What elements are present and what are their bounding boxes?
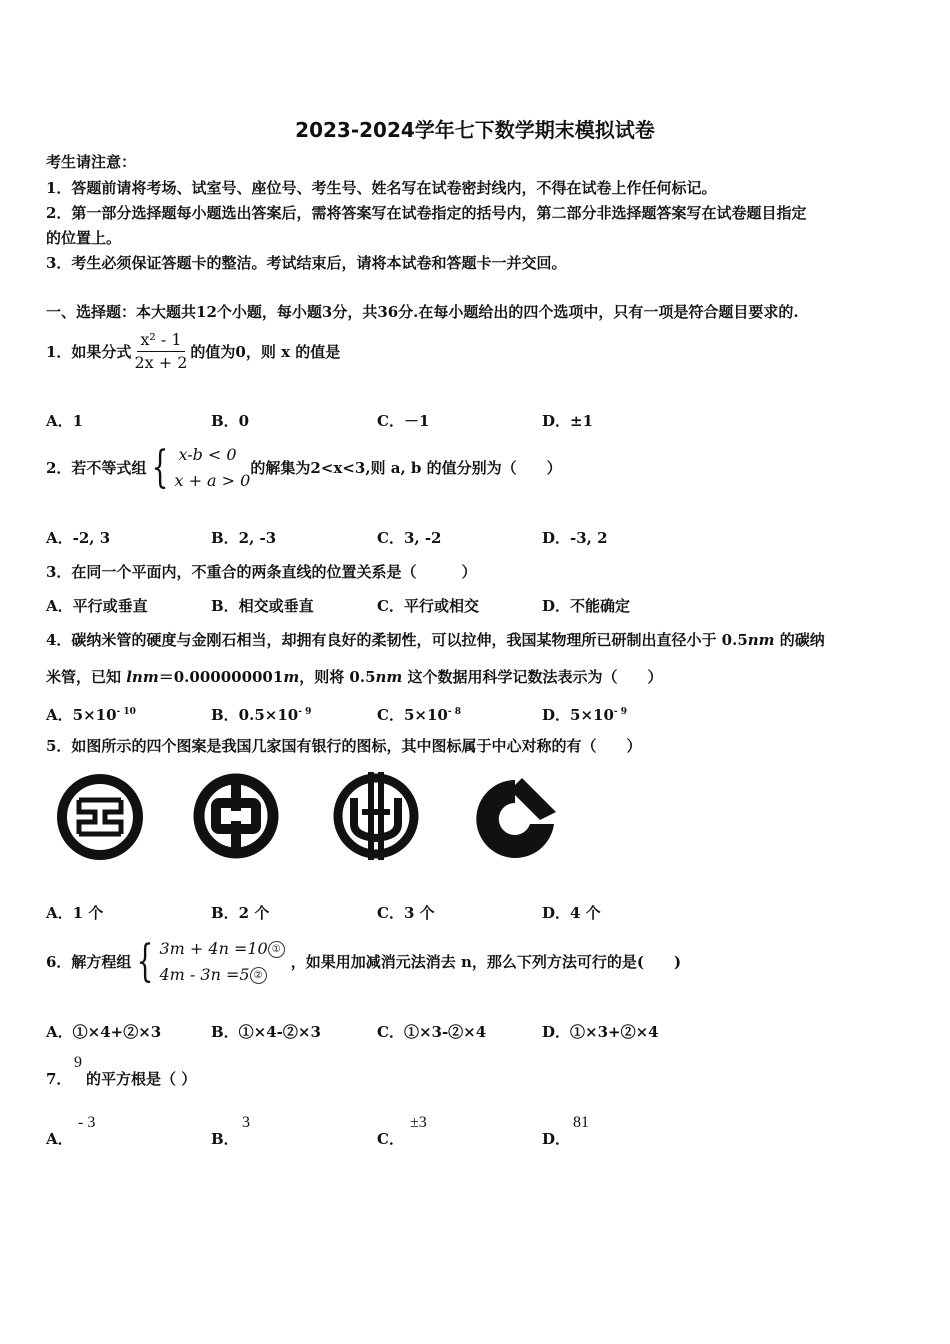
q7-radicand: 9: [74, 1054, 82, 1071]
q6-option-a: A．①×4+②×3: [46, 1023, 162, 1041]
section-heading: 一、选择题：本大题共12个小题，每小题3分，共36分.在每小题给出的四个选项中，只有一项是符合题目要求的.: [46, 303, 799, 321]
q4-option-d: D．$5\times 10^{- 9}$: [542, 706, 628, 724]
q3-option-b: B．相交或垂直: [211, 597, 314, 615]
notice-item-2-cont: 的位置上。: [46, 229, 122, 247]
q4-text-4: ，则将 0.5: [299, 668, 376, 686]
q5-option-b: B．2 个: [211, 904, 270, 922]
q7-option-d-label: D．: [542, 1130, 571, 1148]
bank-logo-ccb-icon: [470, 774, 560, 864]
q6-mark-1: ①: [268, 941, 285, 958]
q4-option-a: A．$5\times 10^{- 10}$: [46, 706, 136, 724]
q2-suffix: 的解集为2<x<3,则 a, b 的值分别为（ ）: [250, 459, 562, 477]
q6-option-d: D．①×3+②×4: [542, 1023, 659, 1041]
q4-option-b: B．$0.5\times 10^{- 9}$: [211, 706, 312, 724]
q6-equation-system: [131, 936, 284, 988]
question-5: 5．如图所示的四个图案是我国几家国有银行的图标，其中图标属于中心对称的有（ ）: [46, 737, 642, 755]
q6-brace: {: [137, 936, 154, 987]
notice-item-2: 2．第一部分选择题每小题选出答案后，需将答案写在试卷指定的括号内，第二部分非选择题答案写在试卷题目指定: [46, 204, 807, 222]
notice-item-1: 1．答题前请将考场、试室号、座位号、考生号、姓名写在试卷密封线内，不得在试卷上作任何标记。: [46, 179, 717, 197]
q5-option-a: A．1 个: [46, 904, 104, 922]
q4-unit-lnm: lnm: [126, 668, 159, 686]
q7-option-a-label: A．: [46, 1130, 73, 1148]
q7-suffix: 的平方根是（ ）: [86, 1070, 197, 1088]
q2-line-2: x + a > 0: [174, 471, 251, 490]
bank-logo-boc-icon: [190, 770, 282, 862]
q4-text-5: 这个数据用科学记数法表示为（ ）: [402, 668, 663, 686]
question-3: 3．在同一个平面内，不重合的两条直线的位置关系是（ ）: [46, 563, 477, 581]
q6-mark-2: ②: [250, 967, 267, 984]
notice-heading: 考生请注意：: [46, 153, 137, 171]
q2-brace: {: [152, 442, 169, 493]
q6-option-c: C．①×3-②×4: [377, 1023, 487, 1041]
q2-prefix: 2．若不等式组: [46, 459, 147, 477]
q7-option-c-value: ±3: [410, 1114, 427, 1131]
q3-option-d: D．不能确定: [542, 597, 631, 615]
question-6: [46, 936, 681, 988]
q2-inequality-system: [146, 442, 250, 494]
q4-option-c: C．$5\times 10^{- 8}$: [377, 706, 461, 724]
question-4-line-2: [46, 667, 663, 687]
q1-option-a: A．1: [46, 412, 84, 430]
q2-option-d: D．-3, 2: [542, 529, 608, 547]
q7-option-b-label: B．: [211, 1130, 239, 1148]
q1-denominator: 2x + 2: [134, 353, 188, 372]
q1-option-b: B．0: [211, 412, 250, 430]
bank-logo-icbc-icon: [55, 772, 145, 862]
q6-prefix: 6．解方程组: [46, 953, 132, 971]
q7-option-b-value: 3: [242, 1114, 250, 1131]
q6-option-b: B．①×4-②×3: [211, 1023, 321, 1041]
question-1: [46, 330, 340, 373]
page-title: 2023-2024学年七下数学期末模拟试卷: [295, 118, 655, 142]
q3-option-c: C．平行或相交: [377, 597, 479, 615]
q4-text-1: 4．碳纳米管的硬度与金刚石相当，却拥有良好的柔韧性，可以拉伸，我国某物理所已研制出直径小于 0.5: [46, 631, 748, 649]
q1-numerator: x² - 1: [137, 330, 184, 352]
q1-option-c: C．－1: [377, 412, 430, 430]
q6-line-2: 4m - 3n =5 ②: [159, 962, 284, 988]
q6-suffix: ，如果用加减消元法消去 n，那么下列方法可行的是( ): [290, 953, 682, 971]
q1-option-d: D．±1: [542, 412, 594, 430]
bank-logo-abc-icon: [332, 768, 420, 860]
q2-line-1: x-b < 0: [178, 445, 237, 464]
q7-option-a-value: - 3: [78, 1114, 96, 1131]
question-4-line-1: [46, 630, 825, 650]
q4-value: ＝0.000000001: [158, 668, 284, 686]
notice-item-3: 3．考生必须保证答题卡的整洁。考试结束后，请将本试卷和答题卡一并交回。: [46, 254, 567, 272]
q1-fraction: [131, 330, 190, 373]
q5-option-d: D．4 个: [542, 904, 601, 922]
q2-option-c: C．3, -2: [377, 529, 442, 547]
q3-option-a: A．平行或垂直: [46, 597, 148, 615]
q4-unit-nm-2: nm: [375, 668, 403, 686]
q4-text-2: 的碳纳: [774, 631, 825, 649]
q7-prefix: 7．: [46, 1070, 72, 1088]
q4-text-3: 米管，已知: [46, 668, 127, 686]
q7-option-c-label: C．: [377, 1130, 404, 1148]
q2-option-b: B．2, -3: [211, 529, 277, 547]
q7-option-d-value: 81: [573, 1114, 589, 1131]
q1-suffix: 的值为0，则 x 的值是: [190, 342, 341, 361]
q1-prefix: 1．如果分式: [46, 342, 132, 361]
q6-line-1: 3m + 4n =10 ①: [159, 936, 284, 962]
q2-option-a: A．-2, 3: [46, 529, 111, 547]
q5-option-c: C．3 个: [377, 904, 435, 922]
question-2: [46, 442, 562, 494]
q4-unit-nm: nm: [747, 631, 775, 649]
q4-unit-m: m: [283, 668, 300, 686]
